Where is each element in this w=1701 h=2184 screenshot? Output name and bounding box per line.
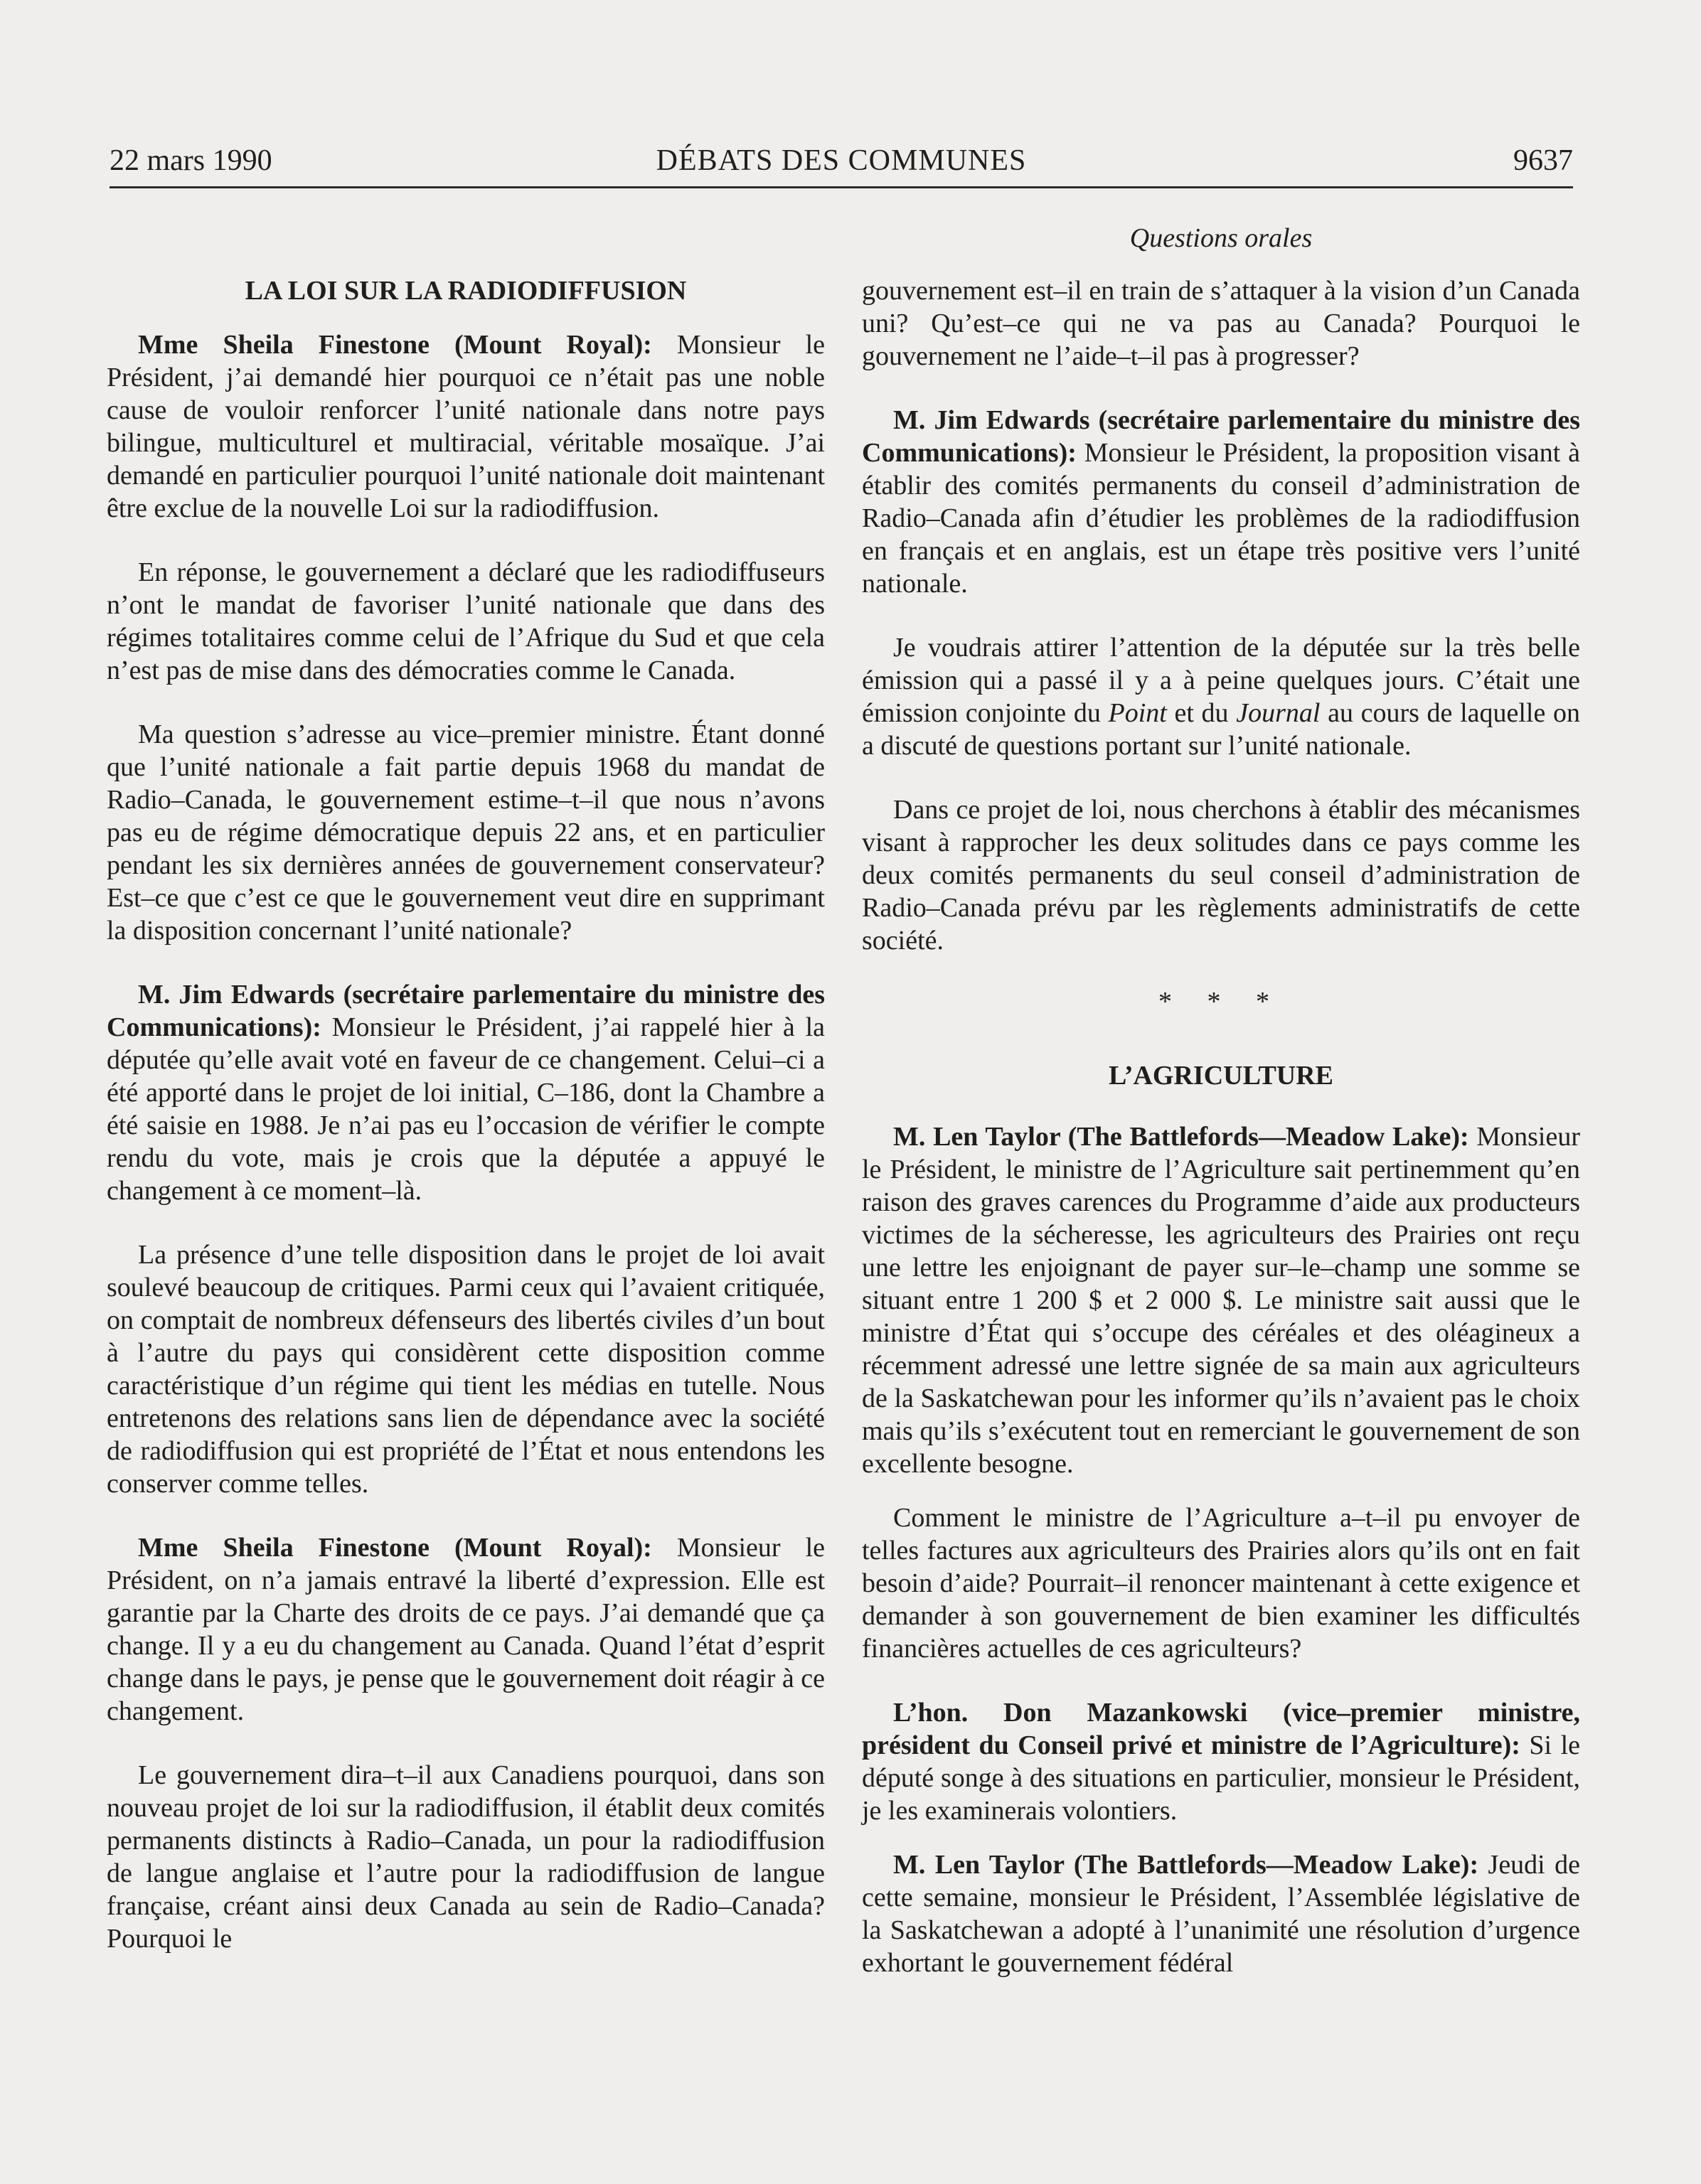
speaker-name: M. Len Taylor (The Battlefords—Meadow Lake):: [893, 1850, 1479, 1880]
section-title-agriculture: L’AGRICULTURE: [1108, 1061, 1334, 1091]
header-page-number: 9637: [1513, 144, 1573, 177]
paragraph: En réponse, le gouvernement a déclaré que les radiodiffuseurs n’ont le mandat de favoriser l’unité nationale que dans des régimes totalitaires comme celui de l’Afrique du Sud et que cela n’est pas de mise dans des démocraties comme le Canada.: [107, 557, 825, 685]
section-title-broadcasting: LA LOI SUR LA RADIODIFFUSION: [245, 276, 687, 306]
speech-text: Si le député songe à des situations en particulier, monsieur le Président, je les examinerais volontiers.: [862, 1730, 1580, 1826]
speaker-name: M. Jim Edwards (secrétaire parlementaire du ministre des Communications):: [862, 405, 1580, 468]
speech-text: Monsieur le Président, j’ai rappelé hier à la députée qu’elle avait voté en faveur de ce changement. Celui–ci a été apporté dans le projet de loi initial, C–186, dont la Chambre a été saisie en 1988. Je n’ai pas eu l’occasion de vérifier le compte rendu du vote, mais je crois que la députée a appuyé le changement à ce moment–là.: [107, 1012, 825, 1206]
paragraph: Dans ce projet de loi, nous cherchons à établir des mécanismes visant à rapprocher les deux solitudes dans ce pays comme les deux comités permanents du seul conseil d’administration de Radio–Canada prévu par les règlements administratifs de cette société.: [862, 795, 1580, 956]
speaker-name: M. Jim Edwards (secrétaire parlementaire du ministre des Communications):: [107, 980, 825, 1042]
paragraph: [862, 1848, 1580, 1979]
paragraph: [107, 328, 825, 525]
speech-text: Monsieur le Président, on n’a jamais entravé la liberté d’expression. Elle est garantie par la Charte des droits de ce pays. J’ai demandé que ça change. Il y a eu du changement au Canada. Quand l’état d’esprit change dans le pays, je pense que le gouvernement doit réagir à ce changement.: [107, 1533, 825, 1726]
speech-text: Je voudrais attirer l’attention de la députée sur la très belle émission qui a passé il y a à peine quelques jours. C’était une émission conjointe du: [862, 633, 1580, 728]
program-title: Point: [1108, 698, 1167, 728]
section-separator: * * *: [1158, 987, 1284, 1017]
running-head: Questions orales: [1129, 223, 1313, 253]
header-title: DÉBATS DES COMMUNES: [656, 144, 1027, 177]
speaker-name: L’hon. Don Mazankowski (vice–premier ministre, président du Conseil privé et ministre de l’Agriculture):: [862, 1698, 1580, 1760]
paragraph: Ma question s’adresse au vice–premier ministre. Étant donné que l’unité nationale a fait partie depuis 1968 du mandat de Radio–Canada, le gouvernement estime–t–il que nous n’avons pas eu de régime démocratique depuis 22 ans, et en particulier pendant les six dernières années de gouvernement conservateur? Est–ce que c’est ce que le gouvernement veut dire en supprimant la disposition concernant l’unité nationale?: [107, 719, 825, 946]
paragraph: gouvernement est–il en train de s’attaquer à la vision d’un Canada uni? Qu’est–ce qui ne va pas au Canada? Pourquoi le gouvernement ne l’aide–t–il pas à progresser?: [862, 276, 1580, 371]
speech-text: Monsieur le Président, la proposition visant à établir des comités permanents du conseil d’administration de Radio–Canada afin d’étudier les problèmes de la radiodiffusion en français et en anglais, est un étape très positive vers l’unité nationale.: [862, 438, 1580, 599]
paragraph: La présence d’une telle disposition dans le projet de loi avait soulevé beaucoup de critiques. Parmi ceux qui l’avaient critiquée, on comptait de nombreux défenseurs des libertés civiles d’un bout à l’autre du pays qui considèrent cette disposition comme caractéristique d’un régime qui tient les médias en tutelle. Nous entretenons des relations sans lien de dépendance avec la société de radiodiffusion qui est propriété de l’État et nous entendons les conserver comme telles.: [107, 1240, 825, 1499]
page-header: [110, 141, 1573, 188]
paragraph: [862, 1120, 1580, 1480]
paragraph: Comment le ministre de l’Agriculture a–t–il pu envoyer de telles factures aux agriculteurs des Prairies alors qu’ils ont en fait besoin d’aide? Pourrait–il renoncer maintenant à cette exigence et demander à son gouvernement de bien examiner les difficultés financières actuelles de ces agriculteurs?: [862, 1503, 1580, 1664]
program-title: Journal: [1236, 698, 1321, 728]
paragraph: [862, 631, 1580, 762]
paragraph: [107, 1531, 825, 1728]
speech-text: Jeudi de cette semaine, monsieur le Président, l’Assemblée législative de la Saskatchewan a adopté à l’unanimité une résolution d’urgence exhortant le gouvernement fédéral: [862, 1850, 1581, 1978]
paragraph: [862, 1696, 1580, 1827]
paragraph: [107, 978, 825, 1207]
header-date: 22 mars 1990: [110, 144, 272, 177]
speaker-name: Mme Sheila Finestone (Mount Royal):: [138, 330, 652, 360]
right-column: [862, 213, 1580, 1979]
speech-text: et du: [1166, 698, 1237, 728]
left-column: [107, 213, 825, 1955]
paragraph: [862, 404, 1580, 600]
speaker-name: M. Len Taylor (The Battlefords—Meadow Lake):: [893, 1122, 1469, 1152]
speech-text: Monsieur le Président, j’ai demandé hier pourquoi ce n’était pas une noble cause de vouloir renforcer l’unité nationale dans notre pays bilingue, multiculturel et multiracial, véritable mosaïque. J’ai demandé en particulier pourquoi l’unité nationale doit maintenant être exclue de la nouvelle Loi sur la radiodiffusion.: [107, 330, 825, 523]
paragraph: Le gouvernement dira–t–il aux Canadiens pourquoi, dans son nouveau projet de loi sur la radiodiffusion, il établit deux comités permanents distincts à Radio–Canada, un pour la radiodiffusion de langue anglaise et l’autre pour la radiodiffusion de langue française, créant ainsi deux Canada au sein de Radio–Canada? Pourquoi le: [107, 1760, 825, 1954]
speech-text: Monsieur le Président, le ministre de l’Agriculture sait pertinemment qu’en raison des graves carences du Programme d’aide aux producteurs victimes de la sécheresse, les agriculteurs des Prairies ont reçu une lettre les enjoignant de payer sur–le–champ une somme se situant entre 1 200 $ et 2 000 $. Le ministre sait aussi que le ministre d’État qui s’occupe des céréales et des oléagineux a récemment adressé une lettre signée de sa main aux agriculteurs de la Saskatchewan pour les informer qu’ils n’avaient pas le choix mais qu’ils s’exécutent tout en remerciant le gouvernement de son excellente besogne.: [862, 1122, 1581, 1479]
speech-text: au cours de laquelle on a discuté de questions portant sur l’unité nationale.: [862, 698, 1580, 761]
speaker-name: Mme Sheila Finestone (Mount Royal):: [138, 1533, 652, 1563]
